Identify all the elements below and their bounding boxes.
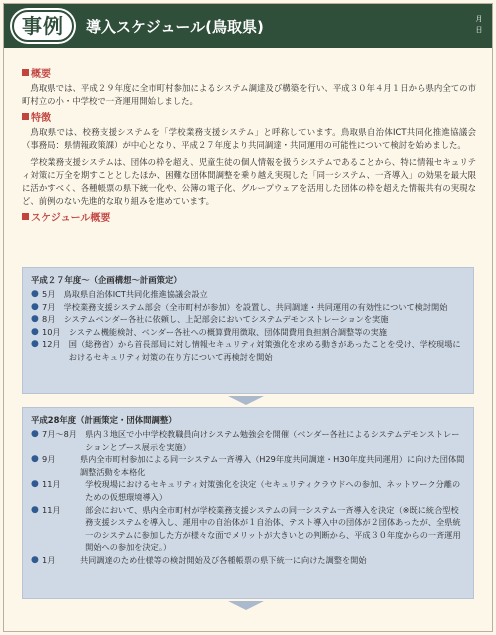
square-bullet-icon [22, 113, 29, 120]
timeline-box-h27 [22, 267, 474, 394]
schedule-heading: スケジュール概要 [22, 212, 476, 226]
month-label: 月 [475, 15, 483, 23]
timeline-item: ● 7月～8月 県内３地区で小中学校教職員向けシステム勉強会を開催（ベンダー各社によるシステムデモンストレーションとブース展示を実施） [31, 429, 460, 452]
main-content [22, 68, 476, 226]
features-body-1: 鳥取県では、校務支援システムを「学校業務支援システム」と呼称しています。鳥取県自治体ICT共同化推進協議会（事務局：県情報政策課）が中心となり、平成２７年度より共同調達・共同運用の可能性について検討を始めました。 [22, 127, 476, 150]
features-body-2: 学校業務支援システムは、団体の枠を超え、児童生徒の個人情報を扱うシステムであることから、特に情報セキュリティ対策に万全を期すこととしたほか、困難な団体間調整を乗り越え実現した「同一システム、一斉導入」の効果を最大限に活かすべく、各種帳票の県下統一化や、公簿の電子化、グループウェアを活用した団体の枠を超えた情報共有の実現など、前例のない先進的な取り組みを進めています。 [22, 157, 476, 206]
features-heading: 特徴 [22, 112, 476, 126]
day-label: 日 [475, 26, 483, 34]
timeline-title: 平成28年度（計画策定・団体間調整） [31, 415, 177, 425]
timeline-item: ● 5月 鳥取県自治体ICT共同化推進協議会設立 [31, 289, 208, 299]
bullet-icon: ● [31, 314, 39, 325]
page-title: 導入スケジュール(鳥取県) [86, 18, 264, 36]
case-badge: 事例 [12, 10, 74, 42]
date-label [474, 14, 484, 36]
timeline-item: ● 11月 部会において、県内全市町村が学校業務支援システムの同一システム一斉導入を決定（※既に統合型校務支援システムを導入し、運用中の自治体が１自治体、テスト導入中の団体が２団体あったが、全県統一のシステムに参加した方が様々な面でメリットが大きいとの判断から、平成３０年度からの一斉運用開始への参加を決定。） [31, 504, 461, 553]
timeline-item: ● 9月 県内全市町村参加による同一システム一斉導入（H29年度共同調達・H30年度共同運用）に向けた団体間調整活動を本格化 [31, 454, 465, 477]
timeline-item: ● 8月 システムベンダー各社に依頼し、上記部会においてシステムデモンストレーションを実施 [31, 314, 389, 325]
timeline-item: ● 1月 共同調達のため仕様等の検討開始及び各種帳票の県下統一に向けた調整を開始 [31, 554, 367, 565]
bullet-icon: ● [31, 301, 39, 312]
timeline-box-h28 [22, 407, 474, 599]
bullet-icon: ● [31, 289, 39, 299]
page-header [4, 4, 492, 48]
down-arrow-icon [228, 396, 264, 405]
square-bullet-icon [22, 213, 29, 220]
bullet-icon: ● [31, 504, 39, 515]
square-bullet-icon [22, 69, 29, 76]
bullet-icon: ● [31, 479, 39, 490]
bullet-icon: ● [31, 454, 39, 465]
bullet-icon: ● [31, 326, 39, 337]
timeline-item: ● 12月 国（総務省）から首長部局に対し情報セキュリティ対策強化を求める動きがあったことを受け、学校現場におけるセキュリティ対策の在り方について再検討を開始 [31, 339, 461, 362]
down-arrow-icon [228, 601, 264, 610]
bullet-icon: ● [31, 339, 39, 350]
bullet-icon: ● [31, 554, 39, 565]
timeline-item: ● 11月 学校現場におけるセキュリティ対策強化を決定（セキュリティクラウドへの参加、ネットワーク分離のための仮想環境導入） [31, 479, 461, 502]
overview-heading: 概要 [22, 68, 476, 82]
bullet-icon: ● [31, 429, 39, 439]
timeline-item: ● 10月 システム機能検討、ベンダー各社への概算費用徴取、団体間費用負担割合調整等の実施 [31, 326, 387, 337]
timeline-item: ● 7月 学校業務支援システム部会（全市町村が参加）を設置し、共同調達・共同運用の有効性について検討開始 [31, 301, 448, 312]
timeline-title: 平成２７年度～（企画構想～計画策定） [31, 275, 182, 285]
overview-body: 鳥取県では、平成２９年度に全市町村参加によるシステム調達及び構築を行い、平成３０年４月１日から県内全ての市町村立の小・中学校で一斉運用開始しました。 [22, 83, 476, 106]
